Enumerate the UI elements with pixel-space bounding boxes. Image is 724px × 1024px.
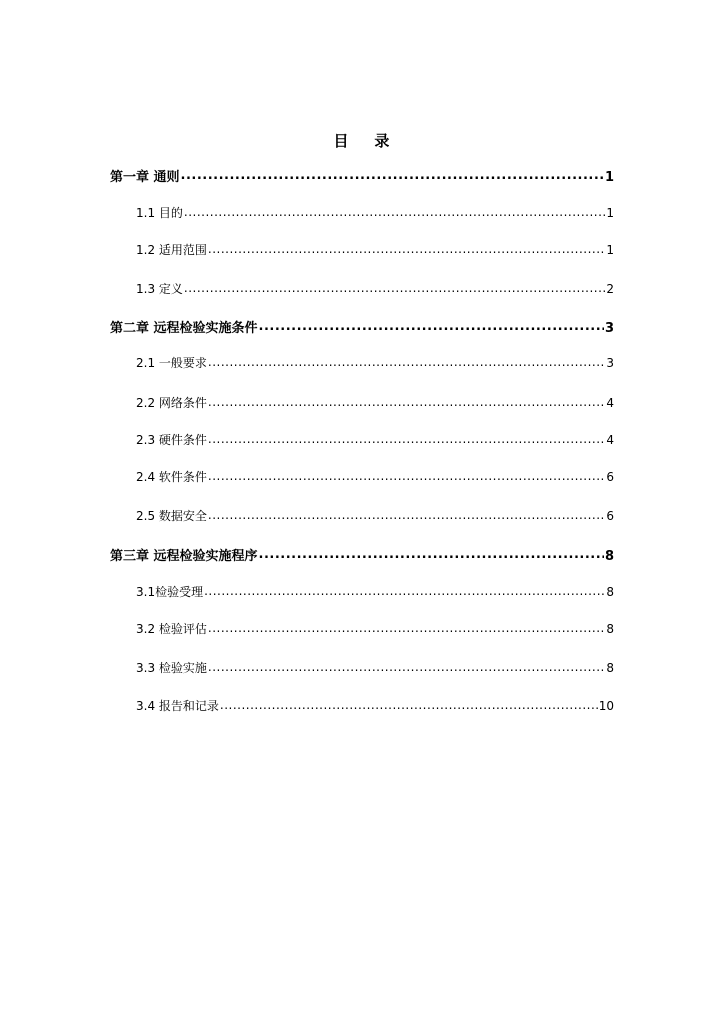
dot-leader [259, 547, 604, 560]
dot-leader [208, 469, 605, 481]
toc-entry-section-2-3[interactable] [136, 431, 614, 451]
toc-entry-text: 2.2 网络条件 [136, 396, 207, 410]
dot-leader [181, 168, 604, 181]
dot-leader [208, 395, 605, 407]
toc-entry-text: 第三章 远程检验实施程序 [110, 549, 258, 564]
dot-leader [184, 205, 605, 217]
toc-page-number: 1 [606, 243, 614, 257]
toc-entry-chapter-1[interactable] [110, 166, 614, 186]
toc-entry-section-2-4[interactable] [136, 468, 614, 488]
dot-leader [208, 432, 605, 444]
toc-page-number: 8 [604, 549, 614, 564]
toc-entry-text: 第二章 远程检验实施条件 [110, 321, 258, 336]
toc-entry-text: 2.5 数据安全 [136, 509, 207, 523]
toc-page-number: 6 [606, 509, 614, 523]
toc-page-number: 1 [606, 206, 614, 220]
toc-entry-section-1-3[interactable] [136, 280, 614, 300]
toc-entry-text: 3.4 报告和记录 [136, 699, 219, 713]
toc-entry-chapter-3[interactable] [110, 545, 614, 565]
dot-leader [208, 242, 605, 254]
toc-entry-text: 1.1 目的 [136, 206, 183, 220]
toc-entry-chapter-2[interactable] [110, 317, 614, 337]
toc-entry-section-2-5[interactable] [136, 507, 614, 527]
dot-leader [259, 319, 604, 332]
dot-leader [208, 508, 605, 520]
toc-title: 目 录 [333, 132, 391, 150]
toc-entry-section-1-2[interactable] [136, 241, 614, 261]
toc-entry-text: 2.4 软件条件 [136, 470, 207, 484]
toc-entry-text: 第一章 通则 [110, 170, 180, 185]
toc-page-number: 3 [606, 356, 614, 370]
toc-entry-section-3-3[interactable] [136, 659, 614, 679]
toc-page-number: 4 [606, 396, 614, 410]
toc-entry-section-2-1[interactable] [136, 354, 614, 374]
dot-leader [208, 355, 605, 367]
dot-leader [184, 281, 605, 293]
toc-entry-text: 3.1检验受理 [136, 585, 204, 599]
toc-entry-text: 2.3 硬件条件 [136, 433, 207, 447]
dot-leader [204, 584, 605, 596]
toc-entry-text: 1.2 适用范围 [136, 243, 207, 257]
dot-leader [220, 698, 598, 710]
toc-page-number: 10 [598, 699, 614, 713]
toc-entry-text: 2.1 一般要求 [136, 356, 207, 370]
toc-entry-text: 1.3 定义 [136, 282, 183, 296]
toc-entry-section-2-2[interactable] [136, 394, 614, 414]
toc-entry-section-3-1[interactable] [136, 583, 614, 603]
toc-entry-text: 3.2 检验评估 [136, 622, 207, 636]
toc-entry-section-3-2[interactable] [136, 620, 614, 640]
toc-page-number: 2 [606, 282, 614, 296]
toc-page-number: 8 [606, 661, 614, 675]
toc-page-number: 6 [606, 470, 614, 484]
dot-leader [208, 621, 605, 633]
dot-leader [208, 660, 605, 672]
toc-page-number: 8 [606, 585, 614, 599]
toc-page-number: 1 [604, 170, 614, 185]
toc-page-number: 8 [606, 622, 614, 636]
toc-page-number: 3 [604, 321, 614, 336]
toc-page-number: 4 [606, 433, 614, 447]
toc-entry-section-1-1[interactable] [136, 204, 614, 224]
toc-entry-text: 3.3 检验实施 [136, 661, 207, 675]
toc-entry-section-3-4[interactable] [136, 697, 614, 717]
